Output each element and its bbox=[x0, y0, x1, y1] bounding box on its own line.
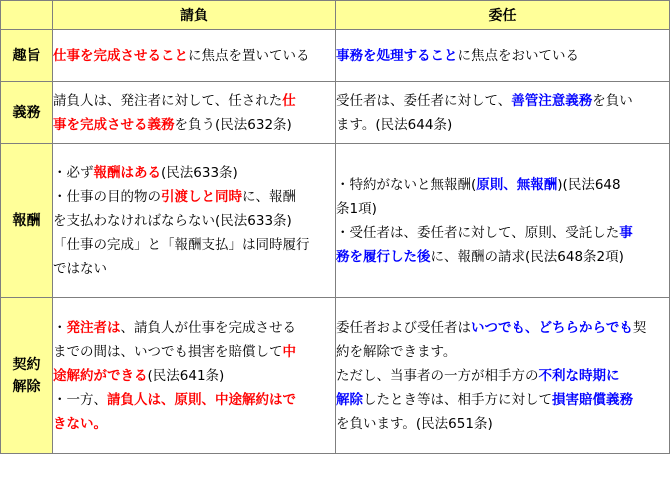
table-row-purpose bbox=[1, 30, 670, 82]
cell-inin-purpose bbox=[336, 30, 670, 82]
highlight-text: きない。 bbox=[53, 415, 107, 432]
cell-inin-duty bbox=[336, 82, 670, 144]
row-header-label: 趣旨 bbox=[12, 47, 41, 64]
corner-cell bbox=[1, 1, 53, 30]
highlight-text: 中 bbox=[282, 343, 296, 360]
body-text: を支払わなければならない(民法633条) bbox=[53, 212, 292, 229]
body-text: ・ bbox=[53, 319, 67, 336]
row-header-duty bbox=[1, 82, 53, 144]
body-text: ・受任者は、委任者に対して、原則、受託した bbox=[336, 224, 620, 241]
row-header-termination bbox=[1, 298, 53, 454]
body-text: ではない bbox=[53, 260, 107, 277]
body-text: を負います。(民法651条) bbox=[336, 415, 493, 432]
text-line bbox=[336, 173, 669, 197]
body-text: ・特約がないと無報酬( bbox=[336, 176, 477, 193]
body-text: ・必ず bbox=[53, 164, 94, 181]
highlight-text: 仕 bbox=[282, 92, 296, 109]
text-line bbox=[53, 44, 335, 68]
text-line bbox=[336, 44, 669, 68]
text-line bbox=[336, 388, 669, 412]
row-header-purpose bbox=[1, 30, 53, 82]
text-line bbox=[53, 233, 335, 257]
cell-ukeoi-duty bbox=[53, 82, 336, 144]
highlight-text: 務を履行した後 bbox=[336, 248, 431, 265]
highlight-text: 仕事を完成させること bbox=[53, 47, 188, 64]
highlight-text: 請負人は、原則、中途解約はで bbox=[107, 391, 296, 408]
text-line bbox=[336, 316, 669, 340]
body-text: を負い bbox=[592, 92, 633, 109]
text-line bbox=[336, 221, 669, 245]
row-header-label: 義務 bbox=[12, 104, 41, 121]
body-text: )(民法648 bbox=[557, 176, 621, 193]
table-row-remuneration bbox=[1, 144, 670, 298]
highlight-text: 事 bbox=[619, 224, 633, 241]
body-text: 約を解除できます。 bbox=[336, 343, 457, 360]
body-text: に、報酬 bbox=[242, 188, 296, 205]
highlight-text: 損害賠償義務 bbox=[552, 391, 633, 408]
body-text: 条1項) bbox=[336, 200, 377, 217]
header-ukeoi: 請負 bbox=[53, 1, 336, 30]
body-text: 委任者および受任者は bbox=[336, 319, 471, 336]
text-line bbox=[53, 388, 335, 412]
text-line bbox=[336, 89, 669, 113]
body-text: 、請負人が仕事を完成させる bbox=[120, 319, 296, 336]
text-line bbox=[53, 316, 335, 340]
body-text: 受任者は、委任者に対して、 bbox=[336, 92, 512, 109]
body-text: に、報酬の請求(民法648条2項) bbox=[430, 248, 624, 265]
body-text: したとき等は、相手方に対して bbox=[363, 391, 552, 408]
body-text: 契 bbox=[632, 319, 647, 336]
text-line bbox=[53, 89, 335, 113]
text-line bbox=[336, 245, 669, 269]
body-text: 「仕事の完成」と「報酬支払」は同時履行 bbox=[53, 236, 310, 253]
text-line bbox=[336, 412, 669, 436]
cell-ukeoi-termination bbox=[53, 298, 336, 454]
row-header-remuneration bbox=[1, 144, 53, 298]
highlight-text: 原則、無報酬 bbox=[476, 176, 558, 193]
header-inin: 委任 bbox=[336, 1, 670, 30]
body-text: に焦点を置いている bbox=[188, 47, 310, 64]
highlight-text: 事を完成させる義務 bbox=[53, 116, 175, 133]
cell-inin-remuneration bbox=[336, 144, 670, 298]
text-line bbox=[53, 161, 335, 185]
text-line bbox=[53, 364, 335, 388]
body-text: を負う(民法632条) bbox=[174, 116, 292, 133]
header-row bbox=[1, 1, 670, 30]
text-line bbox=[53, 412, 335, 436]
text-line bbox=[53, 209, 335, 233]
row-header-label: 契約 bbox=[12, 356, 41, 373]
table-body bbox=[1, 30, 670, 454]
text-line bbox=[336, 364, 669, 388]
text-line bbox=[336, 340, 669, 364]
body-text: に焦点をおいている bbox=[457, 47, 579, 64]
text-line bbox=[53, 113, 335, 137]
table-row-duty bbox=[1, 82, 670, 144]
highlight-text: 引渡しと同時 bbox=[161, 188, 242, 205]
highlight-text: 解除 bbox=[336, 391, 363, 408]
cell-inin-termination bbox=[336, 298, 670, 454]
body-text: (民法641条) bbox=[147, 367, 225, 384]
cell-ukeoi-remuneration bbox=[53, 144, 336, 298]
body-text: ・仕事の目的物の bbox=[53, 188, 161, 205]
table-row-termination bbox=[1, 298, 670, 454]
body-text: ただし、当事者の一方が相手方の bbox=[336, 367, 539, 384]
text-line bbox=[53, 257, 335, 281]
cell-ukeoi-purpose bbox=[53, 30, 336, 82]
highlight-text: 事務を処理すること bbox=[336, 47, 458, 64]
text-line bbox=[336, 197, 669, 221]
body-text: (民法633条) bbox=[161, 164, 238, 181]
text-line bbox=[53, 340, 335, 364]
row-header-label: 解除 bbox=[12, 378, 41, 395]
highlight-text: 善管注意義務 bbox=[511, 92, 593, 109]
body-text: までの間は、いつでも損害を賠償して bbox=[53, 343, 283, 360]
body-text: 請負人は、発注者に対して、任された bbox=[53, 92, 283, 109]
body-text: ・一方、 bbox=[53, 391, 107, 408]
highlight-text: 発注者は bbox=[66, 319, 121, 336]
text-line bbox=[53, 185, 335, 209]
highlight-text: 不利な時期に bbox=[538, 367, 620, 384]
highlight-text: いつでも、どちらからでも bbox=[471, 319, 633, 336]
highlight-text: 途解約ができる bbox=[53, 367, 148, 384]
text-line bbox=[336, 113, 669, 137]
body-text: ます。(民法644条) bbox=[336, 116, 453, 133]
highlight-text: 報酬はある bbox=[93, 164, 161, 181]
row-header-label: 報酬 bbox=[12, 212, 41, 229]
